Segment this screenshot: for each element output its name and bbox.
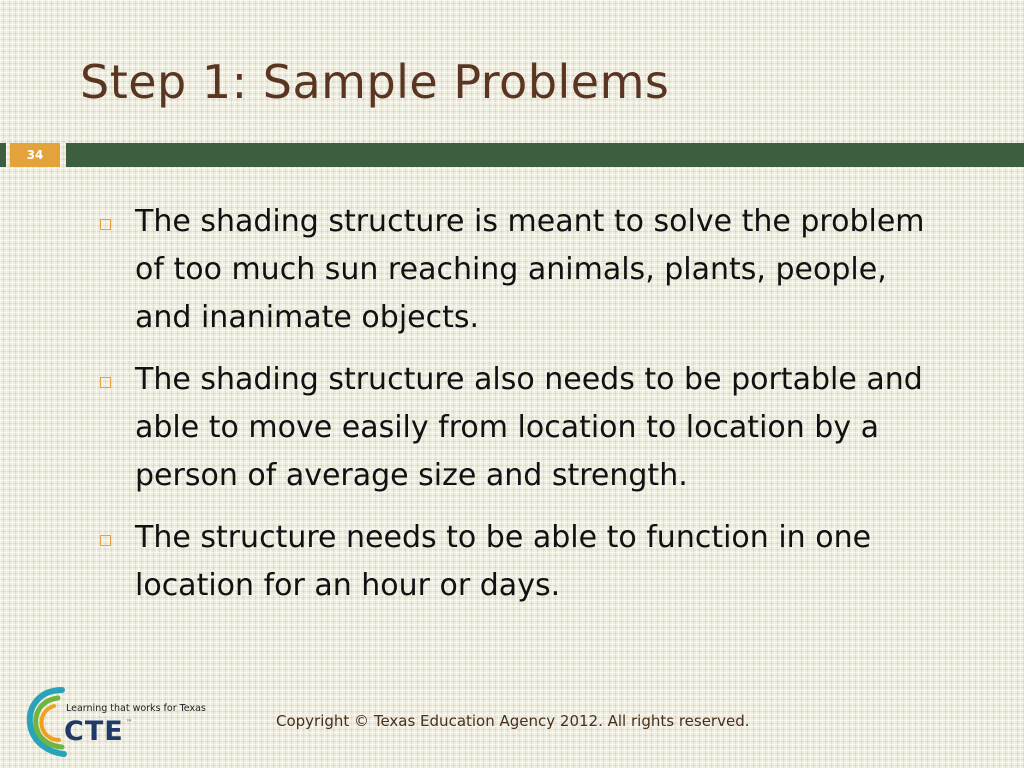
bullet-item [100,198,940,342]
title-divider-bar [66,143,1024,167]
cte-logo [22,680,222,760]
logo-name: CTE [64,716,124,747]
cte-swirl-icon [22,680,70,758]
bullet-text: The structure needs to be able to function in one location for an hour or days. [135,520,872,603]
square-bullet-icon [100,535,111,546]
bullet-item [100,514,940,610]
square-bullet-icon [100,377,111,388]
slide-title: Step 1: Sample Problems [80,55,670,109]
bullet-list [100,198,940,624]
logo-trademark: ™ [126,719,132,726]
bullet-text: The shading structure also needs to be portable and able to move easily from location to location by a person of average size and strength. [135,362,923,493]
bullet-text: The shading structure is meant to solve the problem of too much sun reaching animals, plants, people, and inanimate objects. [135,204,925,335]
title-divider-edge [0,143,6,167]
slide-number-badge: 34 [10,143,60,167]
logo-tagline: Learning that works for Texas [66,703,206,714]
copyright-footer: Copyright © Texas Education Agency 2012. All rights reserved. [276,712,750,730]
square-bullet-icon [100,219,111,230]
bullet-item [100,356,940,500]
